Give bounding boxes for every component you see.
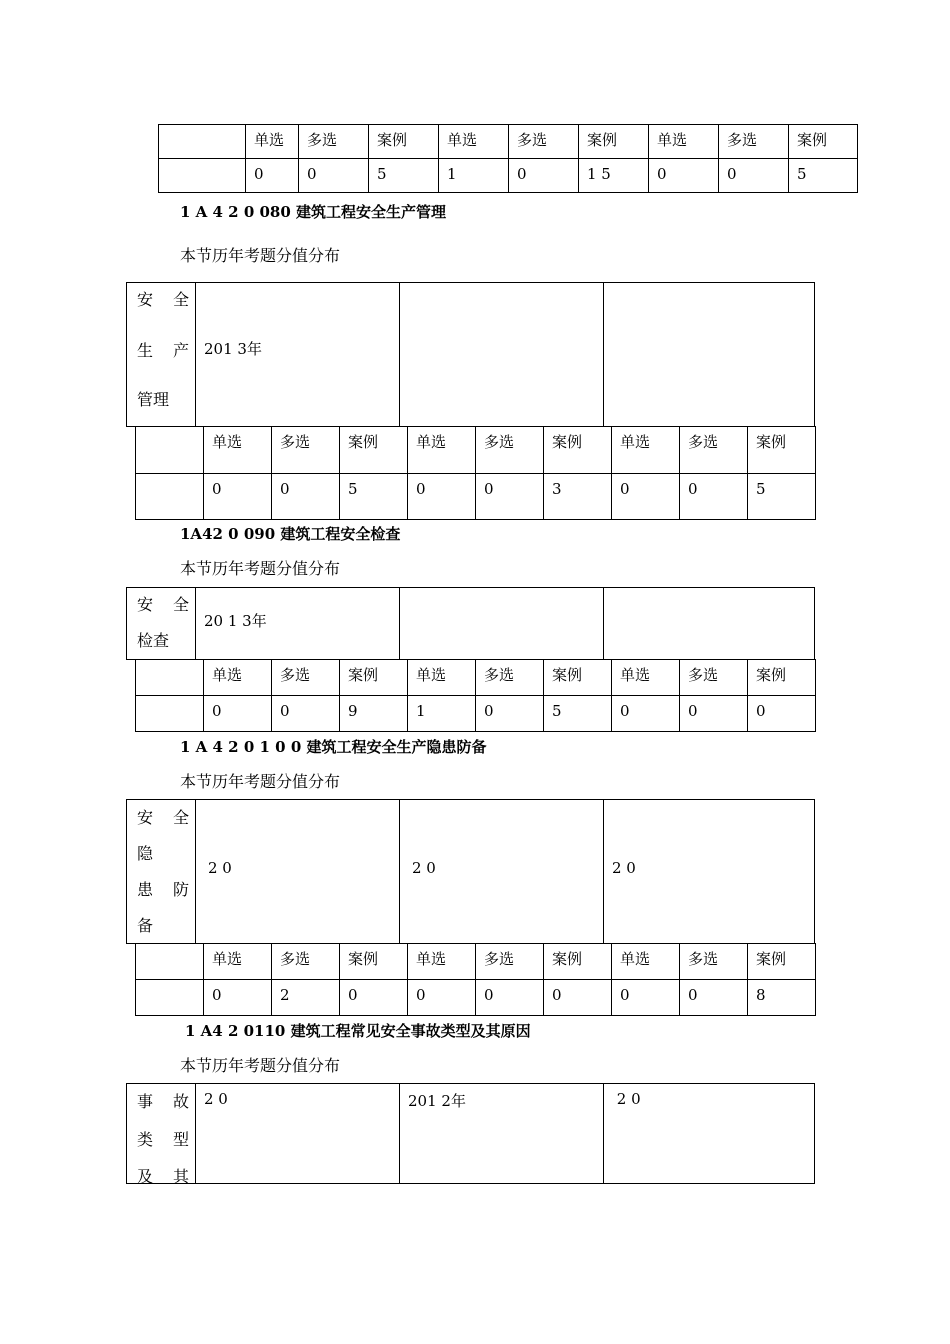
table-cell: 0 xyxy=(476,980,544,1016)
year-header-block xyxy=(126,799,815,944)
table-row xyxy=(159,159,858,193)
table-cell: 0 xyxy=(204,980,272,1016)
table-cell: 案例 xyxy=(748,427,816,474)
table-cell: 单选 xyxy=(439,125,509,159)
table-cell: 8 xyxy=(748,980,816,1016)
section-subheading: 本节历年考题分值分布 xyxy=(180,559,341,578)
table-cell: 0 xyxy=(408,474,476,520)
table-cell: 0 xyxy=(680,474,748,520)
table-cell: 0 xyxy=(612,696,680,732)
table-cell: 案例 xyxy=(544,427,612,474)
table-cell: 多选 xyxy=(272,427,340,474)
table-cell: 0 xyxy=(204,696,272,732)
score-table-3 xyxy=(135,943,816,1016)
table-cell: 多选 xyxy=(272,944,340,980)
table-cell xyxy=(136,696,204,732)
table-cell: 5 xyxy=(369,159,439,193)
table-cell: 0 xyxy=(544,980,612,1016)
table-cell: 案例 xyxy=(789,125,858,159)
label-char: 备 xyxy=(137,916,154,935)
year-cell xyxy=(399,800,603,943)
table-row xyxy=(136,427,816,474)
table-cell xyxy=(136,980,204,1016)
label-char: 全 xyxy=(172,808,189,827)
section-heading: 1 A4 2 0110 建筑工程常见安全事故类型及其原因 xyxy=(185,1022,531,1040)
table-row xyxy=(159,125,858,159)
year-label: 2 0 xyxy=(412,859,436,877)
table-cell: 0 xyxy=(476,474,544,520)
table-cell: 1 5 xyxy=(579,159,649,193)
score-table-0 xyxy=(158,124,858,193)
table-cell: 0 xyxy=(649,159,719,193)
table-cell: 0 xyxy=(272,474,340,520)
year-cell xyxy=(195,283,399,426)
table-row xyxy=(136,944,816,980)
table-cell: 0 xyxy=(612,980,680,1016)
section-heading: 1 A 4 2 0 080 建筑工程安全生产管理 xyxy=(180,203,447,221)
label-char: 事 xyxy=(137,1092,154,1111)
year-label: 2 0 xyxy=(204,1090,228,1108)
table-cell: 单选 xyxy=(649,125,719,159)
table-cell: 多选 xyxy=(680,427,748,474)
table-cell: 多选 xyxy=(509,125,579,159)
table-cell: 0 xyxy=(680,696,748,732)
year-label: 20 1 3年 xyxy=(204,612,267,630)
year-label: 2 0 xyxy=(612,859,636,877)
table-cell: 5 xyxy=(544,696,612,732)
table-cell: 0 xyxy=(204,474,272,520)
table-cell: 多选 xyxy=(680,944,748,980)
year-cell xyxy=(195,800,399,943)
section-subheading: 本节历年考题分值分布 xyxy=(180,1056,341,1075)
year-header-block xyxy=(126,1083,815,1184)
label-char: 安 xyxy=(137,290,154,309)
label-char: 安 xyxy=(137,808,154,827)
label-char: 及 xyxy=(137,1167,154,1186)
table-cell: 多选 xyxy=(680,660,748,696)
table-cell: 案例 xyxy=(369,125,439,159)
label-char: 检查 xyxy=(137,631,170,650)
table-cell: 9 xyxy=(340,696,408,732)
label-char: 防 xyxy=(172,880,189,899)
table-cell xyxy=(136,660,204,696)
table-cell: 0 xyxy=(509,159,579,193)
table-cell: 单选 xyxy=(408,660,476,696)
year-cell xyxy=(603,1084,814,1183)
section-subheading: 本节历年考题分值分布 xyxy=(180,772,341,791)
year-label: 201 3年 xyxy=(204,340,262,358)
table-cell: 0 xyxy=(748,696,816,732)
label-char: 其 xyxy=(172,1167,189,1186)
table-cell: 单选 xyxy=(204,427,272,474)
year-header-block xyxy=(126,587,815,660)
section-heading: 1 A 4 2 0 1 0 0 建筑工程安全生产隐患防备 xyxy=(180,738,487,756)
label-char: 生 xyxy=(137,341,154,360)
section-heading: 1A42 0 090 建筑工程安全检查 xyxy=(180,525,401,543)
label-char: 故 xyxy=(172,1092,189,1111)
table-cell: 案例 xyxy=(340,427,408,474)
table-cell: 0 xyxy=(340,980,408,1016)
year-label: 2 0 xyxy=(208,859,232,877)
table-cell: 0 xyxy=(272,696,340,732)
table-cell: 0 xyxy=(408,980,476,1016)
table-cell: 0 xyxy=(612,474,680,520)
table-row xyxy=(136,980,816,1016)
table-cell: 0 xyxy=(299,159,369,193)
table-cell: 单选 xyxy=(408,944,476,980)
year-cell xyxy=(399,588,603,659)
label-char: 型 xyxy=(172,1130,189,1149)
table-cell xyxy=(159,125,246,159)
table-cell: 多选 xyxy=(299,125,369,159)
table-cell: 3 xyxy=(544,474,612,520)
year-cell xyxy=(195,588,399,659)
table-cell xyxy=(136,944,204,980)
table-cell: 案例 xyxy=(748,660,816,696)
table-cell xyxy=(136,427,204,474)
table-cell: 案例 xyxy=(340,660,408,696)
table-cell: 多选 xyxy=(476,427,544,474)
table-cell: 案例 xyxy=(579,125,649,159)
year-cell xyxy=(603,283,814,426)
table-cell: 单选 xyxy=(204,944,272,980)
table-cell: 单选 xyxy=(612,944,680,980)
label-char: 类 xyxy=(137,1130,154,1149)
label-char: 隐 xyxy=(137,844,154,863)
table-cell: 5 xyxy=(748,474,816,520)
table-cell: 0 xyxy=(246,159,299,193)
table-cell: 多选 xyxy=(476,944,544,980)
table-cell: 5 xyxy=(789,159,858,193)
table-cell: 多选 xyxy=(272,660,340,696)
label-char: 产 xyxy=(172,341,189,360)
year-label: 201 2年 xyxy=(408,1092,466,1110)
year-header-block xyxy=(126,282,815,427)
year-cell xyxy=(399,1084,603,1183)
table-cell: 0 xyxy=(680,980,748,1016)
table-cell: 案例 xyxy=(340,944,408,980)
table-cell: 5 xyxy=(340,474,408,520)
table-cell xyxy=(136,474,204,520)
label-char: 全 xyxy=(172,595,189,614)
label-char: 安 xyxy=(137,595,154,614)
table-row xyxy=(136,660,816,696)
table-row xyxy=(136,474,816,520)
year-cell xyxy=(603,588,814,659)
table-cell: 单选 xyxy=(612,660,680,696)
table-cell: 单选 xyxy=(204,660,272,696)
label-char: 管理 xyxy=(137,390,170,409)
year-cell xyxy=(603,800,814,943)
table-cell: 1 xyxy=(408,696,476,732)
year-cell xyxy=(195,1084,399,1183)
table-cell xyxy=(159,159,246,193)
score-table-1 xyxy=(135,426,816,520)
table-cell: 单选 xyxy=(612,427,680,474)
section-subheading: 本节历年考题分值分布 xyxy=(180,246,341,265)
table-row xyxy=(136,696,816,732)
table-cell: 单选 xyxy=(408,427,476,474)
table-cell: 单选 xyxy=(246,125,299,159)
table-cell: 案例 xyxy=(748,944,816,980)
table-cell: 1 xyxy=(439,159,509,193)
table-cell: 案例 xyxy=(544,660,612,696)
table-cell: 2 xyxy=(272,980,340,1016)
year-cell xyxy=(399,283,603,426)
table-cell: 多选 xyxy=(476,660,544,696)
label-char: 患 xyxy=(137,880,154,899)
table-cell: 0 xyxy=(719,159,789,193)
year-label: 2 0 xyxy=(612,1090,641,1108)
score-table-2 xyxy=(135,659,816,732)
table-cell: 多选 xyxy=(719,125,789,159)
table-cell: 0 xyxy=(476,696,544,732)
label-char: 全 xyxy=(172,290,189,309)
table-cell: 案例 xyxy=(544,944,612,980)
